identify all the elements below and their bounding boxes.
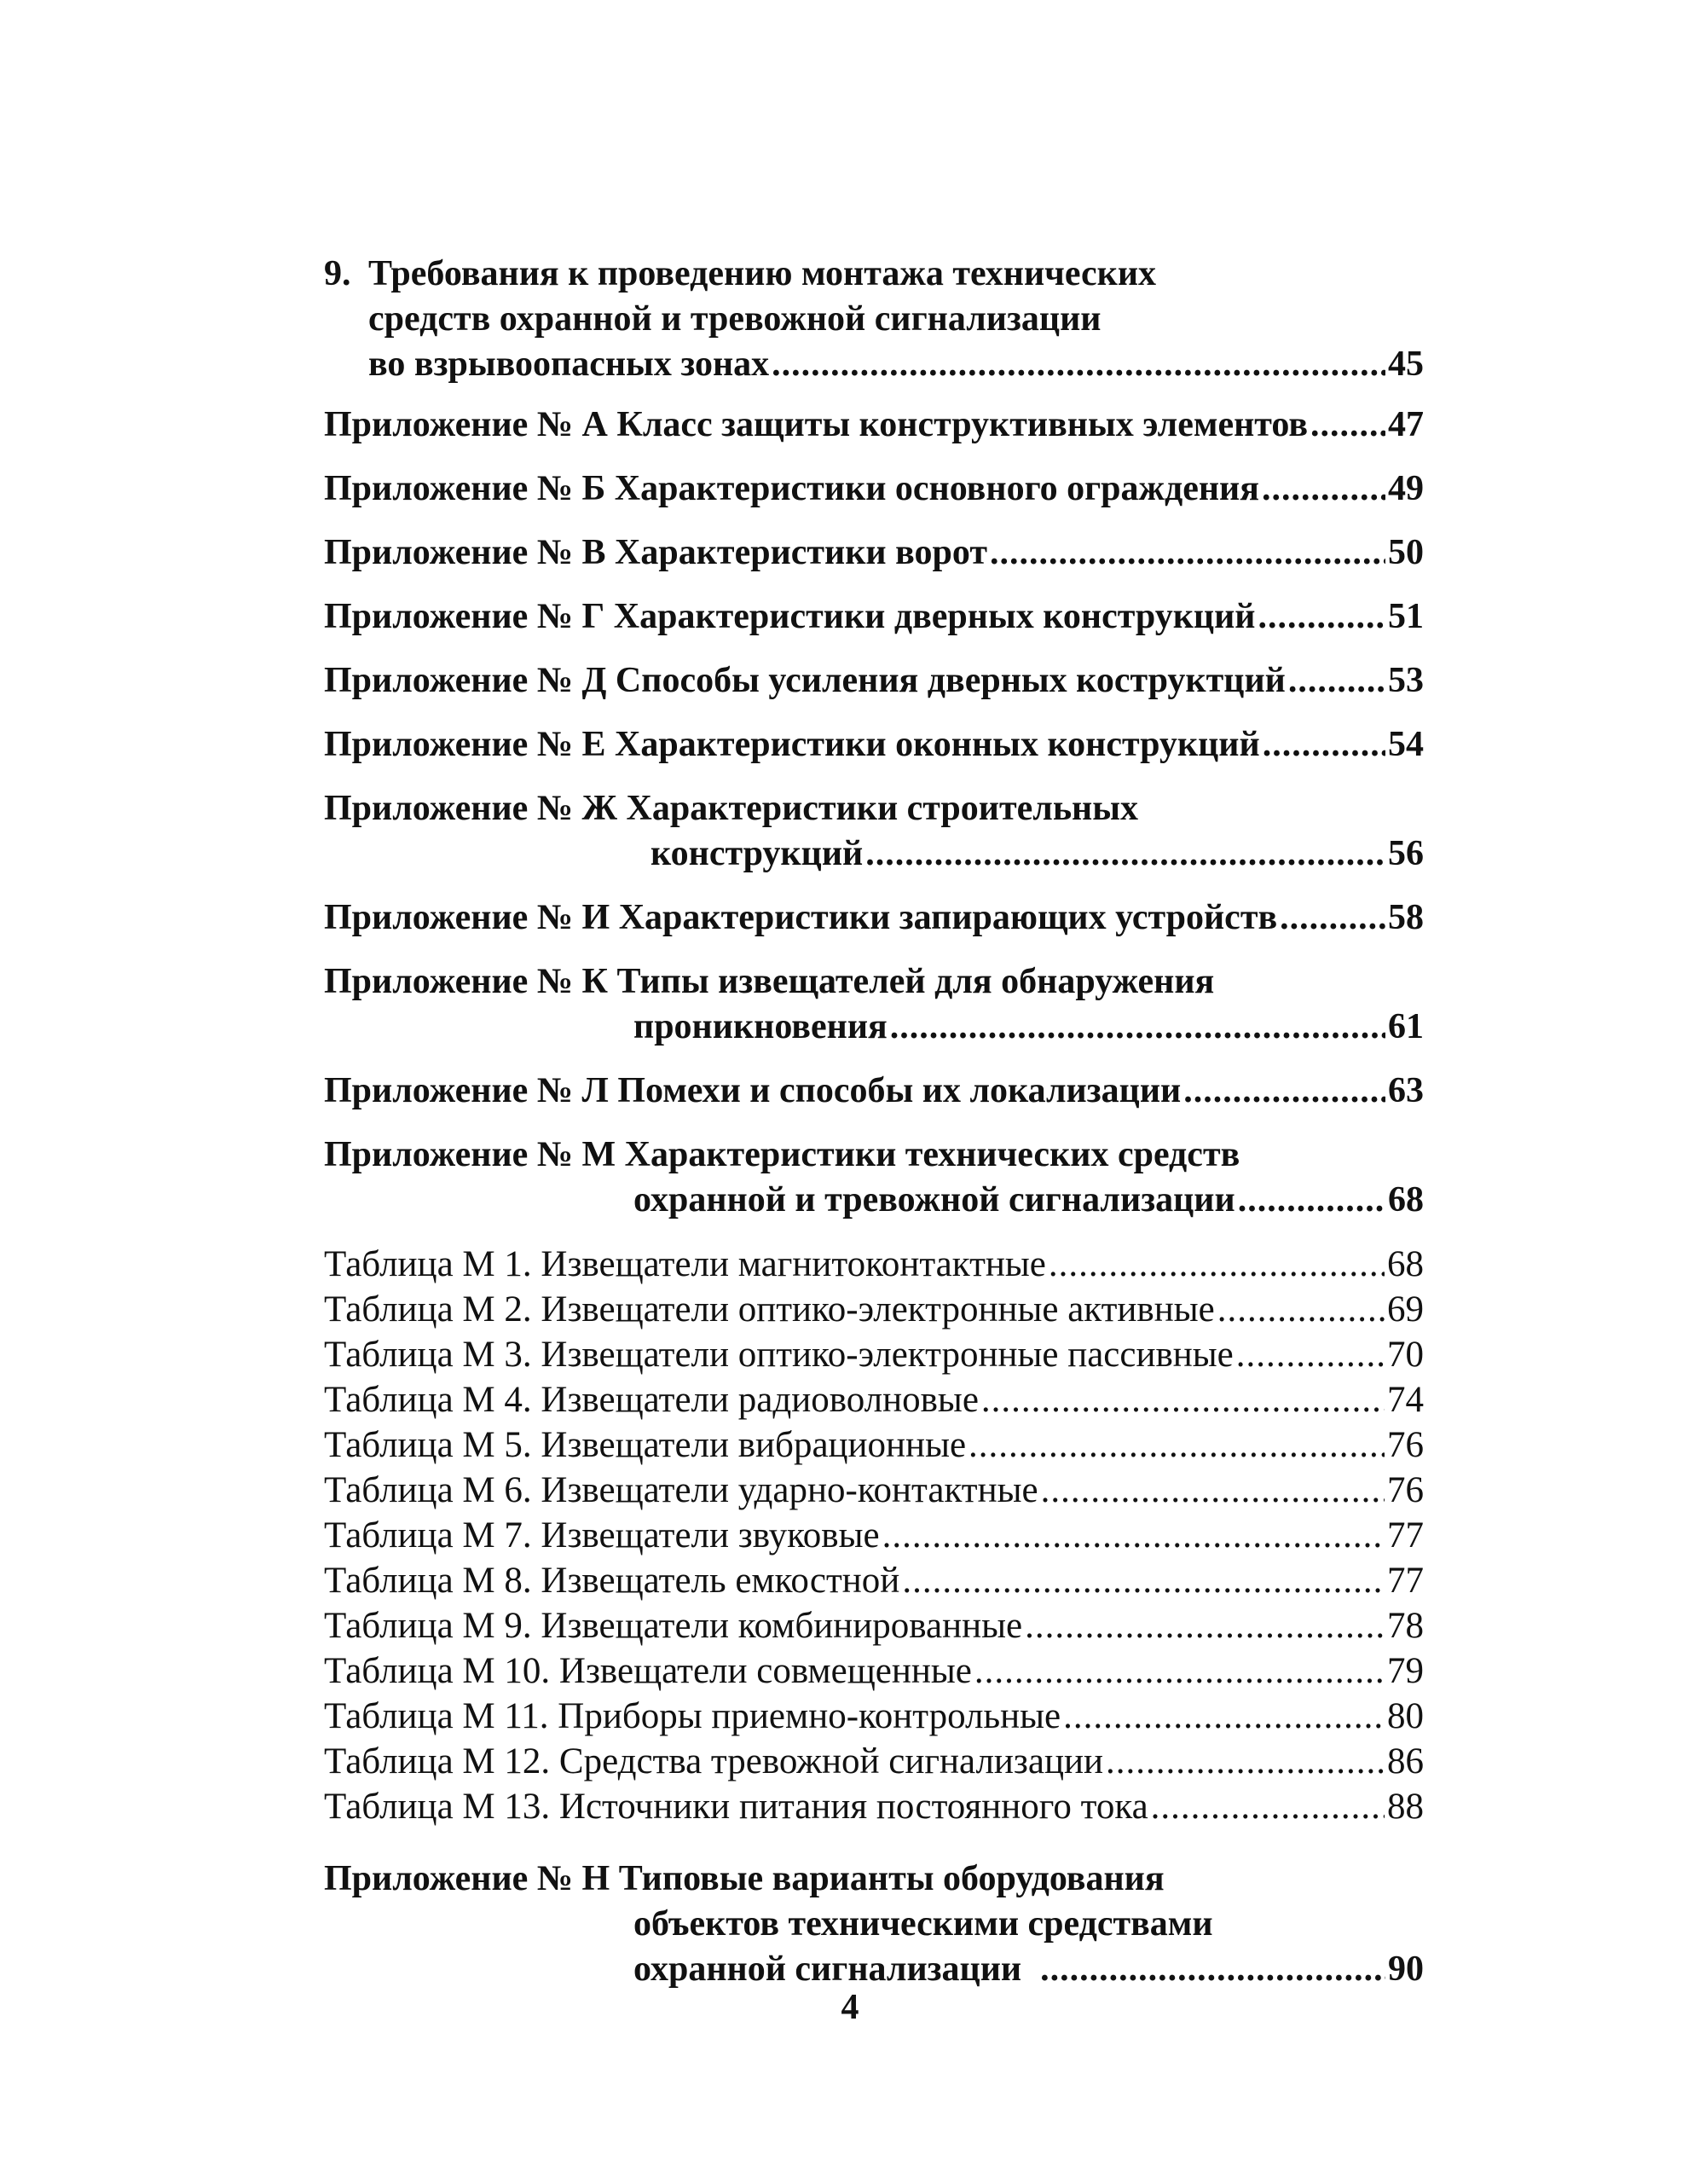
toc-page-number: 88 — [1387, 1787, 1424, 1827]
table-of-contents — [324, 252, 1424, 1992]
toc-entry-title: Приложение № И Характеристики запирающих устройств — [324, 898, 1278, 937]
toc-entry-title-text: проникновения — [633, 1007, 888, 1046]
dot-leader — [1151, 1784, 1385, 1829]
toc-page-number: 69 — [1387, 1289, 1424, 1330]
page-number: 4 — [841, 1988, 859, 2027]
toc-entry-appendix-e — [324, 722, 1424, 768]
toc-page-number: 86 — [1387, 1741, 1424, 1781]
toc-entry-title: Приложение № К Типы извещателей для обнаружения — [324, 962, 1215, 1001]
toc-page-number: 58 — [1388, 898, 1424, 937]
dot-leader — [1025, 1603, 1385, 1648]
dot-leader — [990, 530, 1385, 576]
toc-entry-table — [324, 1513, 1424, 1558]
toc-entry-table — [324, 1558, 1424, 1603]
dot-leader — [969, 1422, 1385, 1468]
toc-page-number: 51 — [1388, 597, 1424, 636]
toc-page-number: 80 — [1387, 1696, 1424, 1736]
toc-entry-last-line — [324, 342, 1424, 387]
toc-entry-title: Таблица М 12. Средства тревожной сигнализации — [324, 1741, 1104, 1781]
toc-entry-table — [324, 1377, 1424, 1422]
dot-leader — [1049, 1242, 1385, 1287]
toc-entry-title: Таблица М 7. Извещатели звуковые — [324, 1515, 880, 1555]
toc-entry-appendix-b — [324, 466, 1424, 512]
toc-entry-title: Таблица М 5. Извещатели вибрационные — [324, 1425, 967, 1465]
toc-entry-title: Таблица М 9. Извещатели комбинированные — [324, 1606, 1023, 1646]
toc-entry-table — [324, 1648, 1424, 1694]
toc-entry-table — [324, 1422, 1424, 1468]
toc-entry-appendix-l — [324, 1069, 1424, 1114]
dot-leader — [1263, 722, 1385, 768]
toc-entry-table — [324, 1784, 1424, 1829]
toc-entry-title: Приложение № Б Характеристики основного ограждения — [324, 469, 1259, 508]
dot-leader — [1310, 403, 1385, 448]
toc-entry-title: Таблица М 10. Извещатели совмещенные — [324, 1651, 972, 1691]
toc-page-number: 79 — [1387, 1651, 1424, 1691]
toc-page-number: 45 — [1388, 345, 1424, 384]
toc-entry-table — [324, 1468, 1424, 1513]
toc-entry-title: Приложение № Ж Характеристики строительных — [324, 789, 1139, 828]
toc-entry-title-text: объектов техническими средствами — [633, 1904, 1213, 1944]
toc-entry-last-line — [324, 831, 1424, 877]
dot-leader — [1106, 1739, 1385, 1784]
toc-entry-title: Приложение № Н Типовые варианты оборудования — [324, 1859, 1165, 1898]
dot-leader — [772, 342, 1385, 387]
tables-list — [324, 1242, 1424, 1829]
toc-entry-appendix-v — [324, 530, 1424, 576]
toc-entry-table — [324, 1332, 1424, 1377]
toc-page-number: 54 — [1388, 725, 1424, 764]
toc-entry-title: Таблица М 1. Извещатели магнитоконтактные — [324, 1244, 1046, 1284]
toc-entry-table — [324, 1242, 1424, 1287]
dot-leader — [1288, 658, 1385, 704]
toc-entry-appendix-n — [324, 1857, 1424, 1902]
toc-entry-appendix-g — [324, 594, 1424, 640]
toc-entry-title: Таблица М 8. Извещатель емкостной — [324, 1561, 900, 1601]
toc-entry-title-text: конструкций — [651, 834, 864, 873]
dot-leader — [1262, 466, 1385, 512]
toc-entry-title-line — [324, 1902, 1424, 1947]
toc-entry-last-line — [324, 1178, 1424, 1223]
toc-entry-table — [324, 1603, 1424, 1648]
toc-page-number: 50 — [1388, 533, 1424, 572]
toc-entry-appendix-i — [324, 895, 1424, 941]
toc-entry-title: Приложение № А Класс защиты конструктивных элементов — [324, 405, 1309, 444]
section-number: 9. — [324, 254, 351, 293]
toc-entry-title: Приложение № Д Способы усиления дверных коструктций — [324, 661, 1286, 700]
toc-entry-last-line — [324, 1005, 1424, 1050]
dot-leader — [902, 1558, 1385, 1603]
toc-entry-title: Приложение № Г Характеристики дверных конструкций — [324, 597, 1256, 636]
dot-leader — [890, 1005, 1385, 1050]
toc-entry-appendix-zh — [324, 786, 1424, 831]
toc-page-number: 68 — [1387, 1244, 1424, 1284]
toc-entry-title: Таблица М 4. Извещатели радиоволновые — [324, 1380, 979, 1420]
toc-entry-title-text: охранной и тревожной сигнализации — [633, 1180, 1235, 1219]
toc-entry-table — [324, 1739, 1424, 1784]
toc-entry-table — [324, 1694, 1424, 1739]
dot-leader — [1183, 1069, 1385, 1114]
toc-entry-title-text: во взрывоопасных зонах — [368, 345, 770, 384]
toc-page-number: 78 — [1387, 1606, 1424, 1646]
toc-page-number: 49 — [1388, 469, 1424, 508]
toc-page-number: 47 — [1388, 405, 1424, 444]
toc-page-number: 74 — [1387, 1380, 1424, 1420]
toc-page-number: 61 — [1388, 1007, 1424, 1046]
toc-entry-title-line — [324, 297, 1424, 342]
toc-entry-title-text: средств охранной и тревожной сигнализации — [368, 299, 1102, 339]
dot-leader — [974, 1648, 1385, 1694]
dot-leader — [1041, 1468, 1385, 1513]
dot-leader — [1236, 1332, 1385, 1377]
dot-leader — [1280, 895, 1385, 941]
toc-entry-title: Приложение № М Характеристики технических средств — [324, 1135, 1240, 1174]
toc-page-number: 76 — [1387, 1470, 1424, 1510]
toc-page-number: 53 — [1388, 661, 1424, 700]
toc-page-number: 77 — [1387, 1515, 1424, 1555]
dot-leader — [865, 831, 1385, 877]
toc-page-number: 90 — [1388, 1949, 1424, 1989]
toc-entry-table — [324, 1287, 1424, 1332]
toc-entry-section-9 — [324, 252, 1424, 297]
dot-leader — [981, 1377, 1385, 1422]
toc-entry-appendix-a — [324, 403, 1424, 448]
toc-page-number: 63 — [1388, 1071, 1424, 1110]
toc-page-number: 56 — [1388, 834, 1424, 873]
toc-page-number: 70 — [1387, 1335, 1424, 1375]
dot-leader — [1217, 1287, 1385, 1332]
toc-page-number: 76 — [1387, 1425, 1424, 1465]
toc-entry-title: Приложение № Л Помехи и способы их локализации — [324, 1071, 1182, 1110]
toc-entry-title: Приложение № Е Характеристики оконных конструкций — [324, 725, 1260, 764]
dot-leader — [1063, 1694, 1385, 1739]
dot-leader — [1258, 594, 1386, 640]
toc-entry-title: Таблица М 11. Приборы приемно-контрольные — [324, 1696, 1061, 1736]
toc-entry-appendix-d — [324, 658, 1424, 704]
toc-entry-title-text: охранной сигнализации — [633, 1949, 1022, 1989]
toc-entry-title-line: Требования к проведению монтажа технических — [368, 254, 1157, 293]
toc-entry-title: Таблица М 6. Извещатели ударно-контактные — [324, 1470, 1038, 1510]
toc-page-number: 68 — [1388, 1180, 1424, 1219]
toc-entry-title: Таблица М 2. Извещатели оптико-электронные активные — [324, 1289, 1215, 1330]
dot-leader — [1238, 1178, 1385, 1223]
toc-entry-title: Таблица М 13. Источники питания постоянного тока — [324, 1787, 1148, 1827]
toc-entry-title: Таблица М 3. Извещатели оптико-электронные пассивные — [324, 1335, 1234, 1375]
toc-page-number: 77 — [1387, 1561, 1424, 1601]
toc-entry-appendix-k — [324, 959, 1424, 1005]
toc-entry-title: Приложение № В Характеристики ворот — [324, 533, 987, 572]
toc-entry-appendix-m — [324, 1133, 1424, 1178]
dot-leader — [882, 1513, 1385, 1558]
